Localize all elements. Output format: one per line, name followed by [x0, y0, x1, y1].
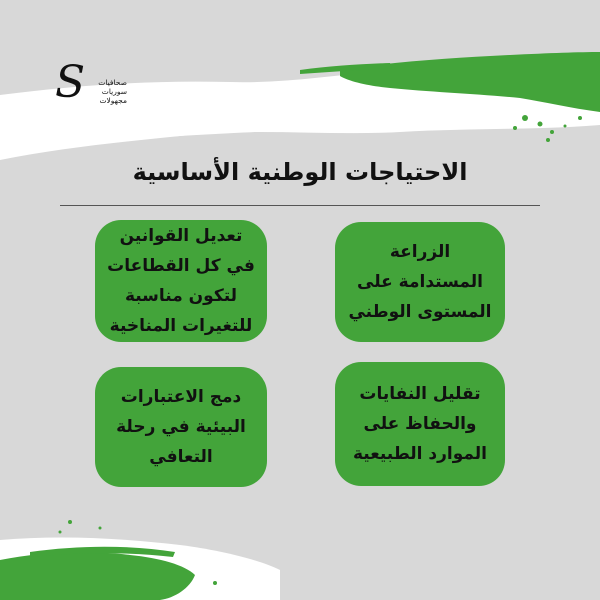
page-title: الاحتياجات الوطنية الأساسية [132, 158, 468, 186]
card-text: تقليل النفايات والحفاظ على الموارد الطبيعية [352, 384, 488, 464]
green-splatter [564, 125, 567, 128]
title-divider [60, 205, 540, 206]
logo-mark: S [55, 57, 86, 108]
green-splatter [99, 527, 102, 530]
green-splatter [550, 130, 554, 134]
card-environmental-recovery [95, 367, 267, 487]
logo-line: مجهولات [99, 96, 127, 105]
logo-line: صحافيات [98, 78, 127, 87]
green-splatter [513, 126, 517, 130]
green-splatter [59, 531, 62, 534]
green-splatter [522, 115, 528, 121]
logo-wordmark [83, 78, 127, 105]
card-adapt-laws [95, 220, 267, 342]
green-splatter [538, 122, 543, 127]
card-text: تعديل القوانين في كل القطاعات لتكون مناسبة للتغيرات المناخية [107, 226, 255, 336]
brand-logo [55, 57, 127, 115]
green-splatter [578, 116, 582, 120]
card-reduce-waste [335, 362, 505, 486]
logo-line: سوريات [101, 87, 127, 96]
card-sustainable-agriculture [335, 222, 505, 342]
green-splatter [68, 520, 72, 524]
green-splatter [546, 138, 550, 142]
green-splatter [213, 581, 217, 585]
green-splatter [589, 105, 592, 108]
card-text: الزراعة المستدامة على المستوى الوطني [348, 242, 492, 322]
card-text: دمج الاعتبارات البيئية في رحلة التعافي [116, 387, 246, 467]
